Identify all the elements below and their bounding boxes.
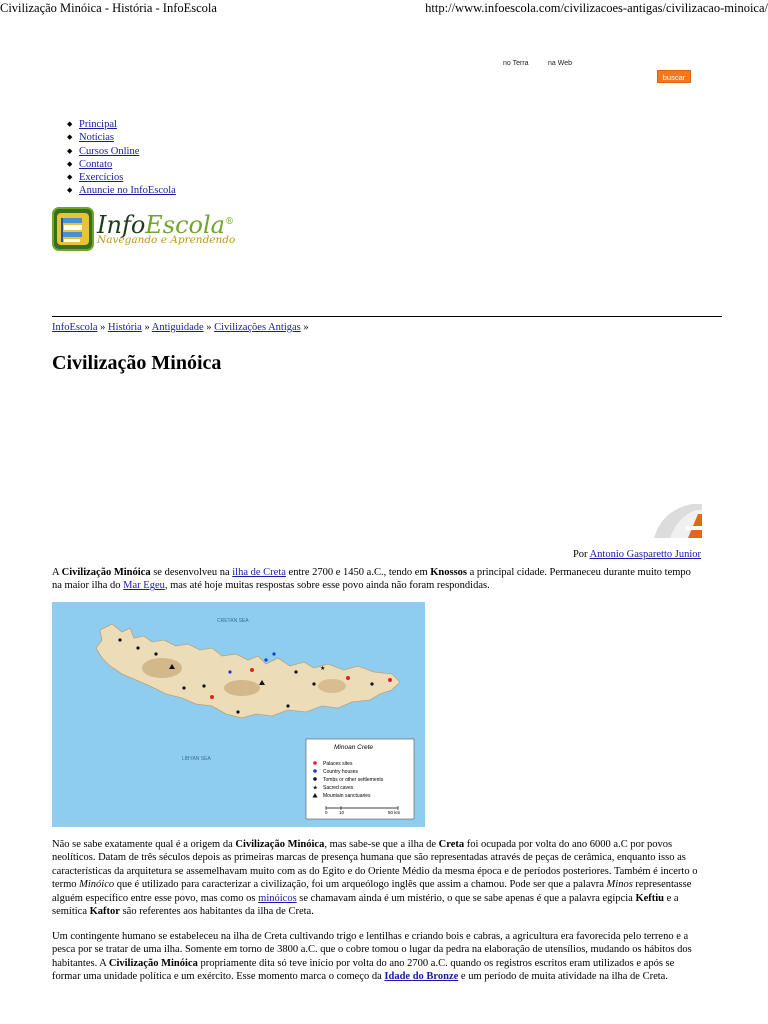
- legend-tomb-icon: [313, 777, 317, 781]
- logo-word-info: Info: [97, 211, 146, 239]
- palace-marker: [346, 676, 350, 680]
- nav-item-exercicios: [66, 171, 176, 184]
- scale-label-10: 10: [339, 810, 345, 815]
- bullet-icon: ◆: [67, 186, 73, 195]
- ad-graphic-icon[interactable]: [652, 502, 702, 538]
- legend-title: Minoan Crete: [334, 744, 374, 751]
- legend-label-mountain-sanctuaries: Mountain sanctuaries: [323, 793, 371, 799]
- bullet-icon: ◆: [67, 159, 73, 168]
- site-marker: [118, 638, 121, 641]
- legend-palace-icon: [313, 761, 317, 765]
- logo-tagline: Navegando e Aprendendo: [97, 234, 236, 246]
- nav-item-anuncie: [66, 184, 176, 197]
- link-ilha-de-creta[interactable]: ilha de Creta: [232, 567, 286, 578]
- scale-label-50km: 50 km: [388, 810, 401, 815]
- print-page-url: http://www.infoescola.com/civilizacoes-antigas/civilizacao-minoica/: [425, 1, 768, 15]
- bullet-icon: ◆: [67, 146, 73, 155]
- nav-link-contato[interactable]: Contato: [79, 158, 113, 170]
- legend-label-palaces: Palaces sites: [323, 761, 353, 767]
- breadcrumb-separator: »: [303, 322, 309, 333]
- nav-item-cursos: [66, 145, 176, 158]
- nav-link-noticias[interactable]: Notícias: [79, 132, 114, 144]
- link-idade-do-bronze[interactable]: Idade do Bronze: [384, 971, 459, 983]
- map-legend: [306, 739, 414, 819]
- site-marker: [154, 652, 157, 655]
- nav-link-exercicios[interactable]: Exercícios: [79, 172, 124, 184]
- nav-link-anuncie[interactable]: Anuncie no InfoEscola: [79, 185, 176, 197]
- nav-item-contato: [66, 158, 176, 171]
- search-button[interactable]: buscar: [657, 70, 691, 83]
- legend-label-tombs: Tombs or other settlements: [323, 777, 384, 783]
- mountain-shading: [224, 680, 260, 696]
- legend-star-icon: ★: [312, 785, 318, 792]
- legend-country-house-icon: [313, 769, 317, 773]
- breadcrumb-antiguidade[interactable]: Antiguidade: [151, 322, 204, 333]
- breadcrumb-separator: »: [100, 322, 106, 333]
- bullet-icon: ◆: [67, 173, 73, 182]
- article-byline: [573, 549, 701, 560]
- search-scope-web[interactable]: na Web: [548, 60, 572, 67]
- map-label-cretan-sea: CRETAN SEA: [217, 618, 249, 624]
- link-mar-egeu[interactable]: Mar Egeu: [123, 580, 165, 592]
- main-nav: [66, 118, 176, 198]
- site-marker: [294, 670, 297, 673]
- print-header: [0, 0, 768, 16]
- breadcrumb-historia[interactable]: História: [107, 322, 142, 333]
- breadcrumb: [52, 322, 309, 333]
- site-marker: [136, 646, 139, 649]
- legend-label-sacred-caves: Sacred caves: [323, 785, 354, 791]
- breadcrumb-infoescola[interactable]: InfoEscola: [52, 322, 98, 333]
- scale-label-0: 0: [325, 810, 328, 815]
- site-marker: [182, 686, 185, 689]
- article-paragraph-3: Um contingente humano se estabeleceu na ilha de Creta cultivando trigo e lentilhas e criando bois e cabras, a agricultura era favorecida pelo terreno e a pesca por se tratar de uma ilha. Somente em torno de 3800 a.C. que o cobre tomou o lugar da pedra na elaboração de utensílios, mudando os hábitos dos habitantes. A Civilização Minóica propriamente dita só teve início por volta do ano 2700 a.C. quando os registros escritos eram utilizados e após se formar uma unidade política e um exército. Esse momento marca o começo da Idade do Bronze e um período de muita atividade na ilha de Creta.: [52, 931, 692, 983]
- breadcrumb-civilizacoes-antigas[interactable]: Civilizações Antigas: [214, 322, 301, 333]
- logo-registered-mark: ®: [225, 217, 234, 227]
- link-minoicos[interactable]: minóicos: [258, 892, 297, 904]
- author-link[interactable]: Antonio Gasparetto Junior: [589, 549, 701, 560]
- page-title: Civilização Minóica: [52, 352, 222, 374]
- nav-link-cursos-online[interactable]: Cursos Online: [79, 145, 140, 157]
- nav-item-noticias: [66, 131, 176, 144]
- book-stack-icon: [52, 207, 94, 251]
- minoan-crete-map: [52, 602, 425, 827]
- site-logo[interactable]: [52, 207, 236, 251]
- palace-marker: [388, 678, 392, 682]
- bullet-icon: ◆: [67, 120, 73, 128]
- site-marker: [312, 682, 315, 685]
- article-paragraph-2: Não se sabe exatamente qual é a origem da Civilização Minóica, mas sabe-se que a ilha de Creta foi ocupada por volta do ano 6000 a.C por povos neolíticos. Datam de três séculos depois as primeiras marcas de presença humana que são representadas através de peças de cerâmica, enquanto isso as características da arquitetura se assemelhavam muito com as do Egito e do Oriente Médio da mesma época e de períodos posteriores. Também é incerto o termo Minóico que é utilizado para caracterizar a civilização, foi um arqueólogo inglês que assim a chamou. Pode ser que a palavra Minos representasse alguém específico entre esse povo, mas como os minóicos se chamavam ainda é um mistério, o que se sabe apenas é que a palavra egípcia Keftiu e a semítica Kaftor são referentes aos habitantes da ilha de Creta.: [52, 839, 698, 918]
- site-marker: [370, 682, 373, 685]
- byline-prefix: Por: [572, 549, 588, 560]
- search-scope-terra[interactable]: no Terra: [503, 60, 529, 67]
- country-house-marker: [264, 658, 267, 661]
- palace-marker: [250, 668, 254, 672]
- nav-link-principal[interactable]: Principal: [79, 119, 117, 130]
- print-page-title: Civilização Minóica - História - InfoEscola: [0, 1, 217, 15]
- country-house-marker: [272, 652, 275, 655]
- logo-word-escola: Escola: [145, 211, 225, 239]
- palace-marker: [210, 695, 214, 699]
- nav-item-principal: [66, 118, 176, 131]
- header-divider: [52, 316, 722, 317]
- site-marker: [236, 710, 239, 713]
- bullet-icon: ◆: [67, 133, 73, 142]
- mountain-shading: [318, 679, 346, 693]
- map-label-libyan-sea: LIBYAN SEA: [182, 756, 211, 762]
- site-marker: [202, 684, 205, 687]
- country-house-marker: [228, 670, 231, 673]
- mountain-shading: [142, 658, 182, 678]
- breadcrumb-separator: »: [144, 322, 150, 333]
- article-paragraph-1: A Civilização Minóica se desenvolveu na ilha de Creta entre 2700 e 1450 a.C., tendo em Knossos a principal cidade. Permaneceu durante muito tempo na maior ilha do Mar Egeu, mas até hoje muitas respostas sobre esse povo ainda não foram respondidas.: [52, 567, 691, 592]
- legend-label-country-houses: Country houses: [323, 769, 359, 775]
- breadcrumb-separator: »: [206, 322, 212, 333]
- site-marker: [286, 704, 289, 707]
- sacred-cave-marker: ★: [320, 666, 326, 672]
